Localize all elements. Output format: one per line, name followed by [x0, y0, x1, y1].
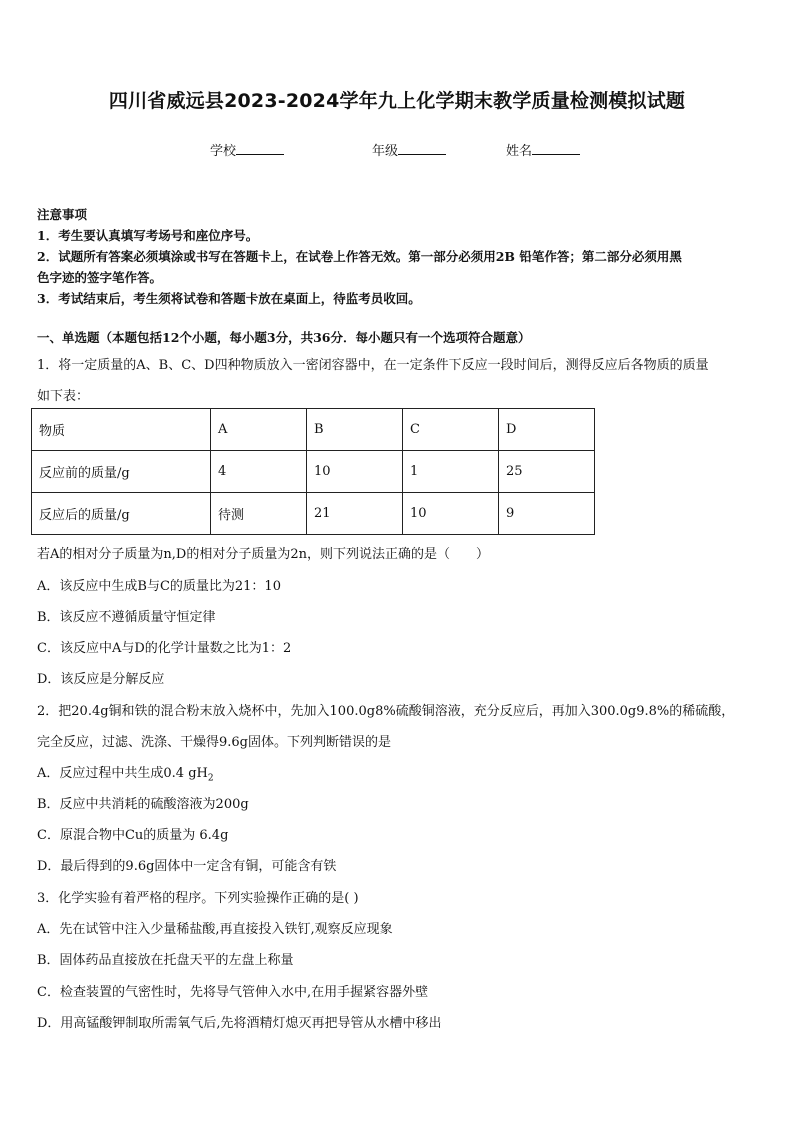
- q2-option-a-text: A．反应过程中共生成0.4 gH: [37, 766, 208, 781]
- q1-option-d: D．该反应是分解反应: [37, 672, 165, 687]
- q1-stem-cont: 如下表：: [37, 389, 90, 404]
- grade-blank: [398, 142, 446, 155]
- grade-label: 年级: [372, 144, 399, 159]
- table-cell: D: [499, 409, 595, 451]
- q2-option-a: [37, 762, 214, 784]
- q2-option-d: D．最后得到的9.6g固体中一定含有铜，可能含有铁: [37, 859, 337, 874]
- notes-item: 3．考试结束后，考生须将试卷和答题卡放在桌面上，待监考员收回。: [37, 291, 421, 306]
- q2-option-b: B．反应中共消耗的硫酸溶液为200g: [37, 797, 249, 812]
- notes-item: 2．试题所有答案必须填涂或书写在答题卡上，在试卷上作答无效。第一部分必须用2B 铅笔作答；第二部分必须用黑: [37, 249, 682, 264]
- table-cell: 4: [211, 451, 307, 493]
- q1-data-table: [31, 408, 595, 535]
- section-heading: 一、单选题（本题包括12个小题，每小题3分，共36分．每小题只有一个选项符合题意）: [37, 330, 531, 345]
- table-cell: 物质: [32, 409, 211, 451]
- table-cell: 9: [499, 493, 595, 535]
- q2-option-c: C．原混合物中Cu的质量为 6.4g: [37, 828, 229, 843]
- table-cell: 反应前的质量/g: [32, 451, 211, 493]
- q1-option-a: A．该反应中生成B与C的质量比为21：10: [37, 579, 281, 594]
- table-cell: 反应后的质量/g: [32, 493, 211, 535]
- q3-option-c: C．检查装置的气密性时，先将导气管伸入水中,在用手握紧容器外壁: [37, 985, 429, 1000]
- table-cell: 1: [403, 451, 499, 493]
- table-row: [32, 451, 595, 493]
- notes-item: 色字迹的签字笔作答。: [37, 270, 163, 285]
- q1-option-c: C．该反应中A与D的化学计量数之比为1：2: [37, 641, 292, 656]
- q1-option-b: B．该反应不遵循质量守恒定律: [37, 610, 216, 625]
- school-blank: [236, 142, 284, 155]
- school-label: 学校: [210, 144, 237, 159]
- page-title: 四川省威远县2023-2024学年九上化学期末教学质量检测模拟试题: [108, 90, 686, 112]
- q3-stem: 3．化学实验有着严格的程序。下列实验操作正确的是( ): [37, 891, 359, 906]
- q3-option-b: B．固体药品直接放在托盘天平的左盘上称量: [37, 953, 294, 968]
- q1-stem: 1．将一定质量的A、B、C、D四种物质放入一密闭容器中，在一定条件下反应一段时间后，测得反应后各物质的质量: [37, 358, 709, 373]
- table-cell: C: [403, 409, 499, 451]
- q2-stem-cont: 完全反应，过滤、洗涤、干燥得9.6g固体。下列判断错误的是: [37, 735, 391, 750]
- name-label: 姓名: [506, 144, 533, 159]
- table-cell: 待测: [211, 493, 307, 535]
- school-field: [210, 140, 284, 159]
- table-row: [32, 493, 595, 535]
- table-row: [32, 409, 595, 451]
- notes-heading: 注意事项: [37, 207, 88, 222]
- q2-stem: 2．把20.4g铜和铁的混合粉末放入烧杯中，先加入100.0g8%硫酸铜溶液，充分反应后，再加入300.0g9.8%的稀硫酸，: [37, 704, 735, 719]
- table-cell: A: [211, 409, 307, 451]
- q1-question: 若A的相对分子质量为n,D的相对分子质量为2n，则下列说法正确的是（ ）: [37, 547, 489, 562]
- notes-block: [37, 204, 762, 309]
- q3-option-a: A．先在试管中注入少量稀盐酸,再直接投入铁钉,观察反应现象: [37, 922, 393, 937]
- table-cell: 25: [499, 451, 595, 493]
- name-field: [506, 140, 580, 159]
- table-cell: 10: [307, 451, 403, 493]
- h2-subscript: 2: [207, 773, 214, 784]
- name-blank: [532, 142, 580, 155]
- table-cell: 10: [403, 493, 499, 535]
- table-cell: 21: [307, 493, 403, 535]
- table-cell: B: [307, 409, 403, 451]
- notes-item: 1．考生要认真填写考场号和座位序号。: [37, 228, 259, 243]
- grade-field: [372, 140, 446, 159]
- q3-option-d: D．用高锰酸钾制取所需氧气后,先将酒精灯熄灭再把导管从水槽中移出: [37, 1016, 442, 1031]
